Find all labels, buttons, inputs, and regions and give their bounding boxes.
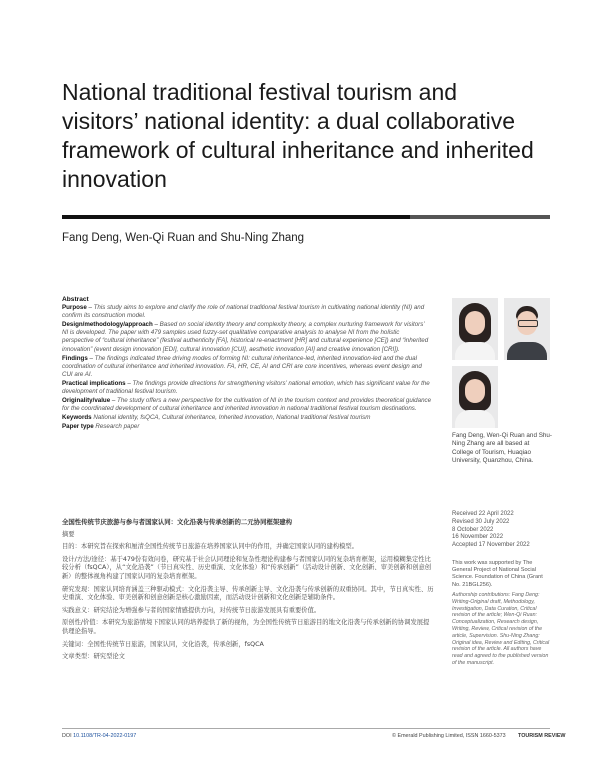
abstract-paper-type [62,423,432,431]
date-line: 8 October 2022 [452,526,494,533]
section-label: Findings [62,354,88,362]
chinese-paragraph: 研究发现：国家认同培育涵盖三种驱动模式：文化沿袭主导、传承创新主导、文化沿袭与传承创新的双重协同。其中，节日真实性、历史重演、文化体验、审美创新和创意创新是核心激励因素，而活动设计创新和文化创新是辅助条件。 [62,585,434,602]
abstract-block [62,296,432,433]
section-text: This study aims to explore and clarify the role of national traditional festival tourism in cultivating national identity (NI) and confirm its construction model. [62,304,425,320]
chinese-paragraph: 设计/方法/途径：基于479份有效问卷，研究基于社会认同理论和复杂性理论构建参与者国家认同的复杂培育框架，运用模糊集定性比较分析（fsQCA），从“文化沿袭”（节日真实性、历史重演、文化体验）和“传承创新”（活动设计创新、文化创新、审美创新和创意创新）的整体视角构建了国家认同的复杂培育框架。 [62,555,432,580]
title-rule-accent [410,215,550,219]
chinese-abstract [62,518,434,666]
section-label: Purpose [62,304,87,312]
abstract-heading: Abstract [62,296,89,303]
author-photo-wen-qi-ruan [504,298,550,360]
abstract-keywords [62,414,432,422]
chinese-title: 全国性传统节庆旅游与参与者国家认同：文化沿袭与传承创新的二元协同框架建构 [62,518,293,526]
section-label: Keywords [62,414,92,422]
section-text: Research paper [95,423,140,431]
author-contributions: Authorship contributions: Fang Deng: Writing-Original draft, Methodology, Investigation, Data Curation, Critical revision of the article; Wen-Qi Ruan: Conceptualization, Research design, Writing, Review, Critical revision of the article, Supervision. Shu-Ning Zhang: Original idea, Review and Editing, Critical revision of the article. All authors have read and agreed to the published version of the manuscript. [452,592,550,666]
date-line: 16 November 2022 [452,534,504,541]
section-text: National identity, fsQCA, Cultural inheritance, Inherited innovation, National traditional festival tourism [93,414,371,422]
doi-link[interactable]: 10.1108/TR-04-2022-0197 [73,733,137,739]
section-text: The findings provide directions for strengthening visitors’ national emotion, which has significant value for the development of traditional festival tourism. [62,379,430,396]
section-text: The study offers a new perspective for the cultivation of NI in the tourism context and provides theoretical guidance for the coordinated development of cultural inheritance and inherited innovation in national traditional festival tourism destinations. [62,397,432,413]
author-photo-fang-deng [452,298,498,360]
section-label: Originality/value [62,397,111,405]
footer-rule [62,728,550,729]
chinese-paper-type: 文章类型：研究型论文 [62,653,125,661]
author-photo-shu-ning-zhang [452,366,498,428]
abstract-design: Design/methodology/approach – Based on social identity theory and complexity theory, a complex nurturing framework for visitors’ NI is developed. The paper with 479 samples used fuzzy-set qualitative comparative analysis to analyse NI from the holistic perspective of “cultural inheritance” (festival authenticity [FA], historical re-enactment [HR] and cultural experience [CE]) and “inherited innovation” (event design innovation [EDI], cultural innovation [CUI], aesthetic innovation [AI] and creative innovation [CRI]). [62,321,429,353]
section-text: The findings indicated three driving modes of forming NI: cultural inheritance-led, inherited innovation-led and the dual coordination of cultural inheritance and inherited innovation. FA, HR, CE, AI and CRI are core incentives, whereas event design and CUI are AI. [62,354,422,378]
section-label: Paper type [62,423,94,431]
date-line: Accepted 17 November 2022 [452,542,530,549]
funding-note: This work was supported by The General Project of National Social Science. Foundation of China (Grant No. 21BGL256). [452,560,543,588]
paper-title: National traditional festival tourism and visitors’ national identity: a dual collaborative framework of cultural inheritance and inherited innovation [62,79,534,192]
abstract-implications: Practical implications – The findings provide directions for strengthening visitors’ national emotion, which has significant value for the development of traditional festival tourism. [62,379,430,396]
chinese-heading: 摘要 [62,530,75,538]
doi-prefix: DOI [62,733,72,739]
section-label: Design/methodology/approach [62,321,153,329]
chinese-keywords: 关键词：全国性传统节日旅游，国家认同，文化沿袭，传承创新，fsQCA [62,640,264,648]
abstract-originality: Originality/value – The study offers a new perspective for the cultivation of NI in the tourism context and provides theoretical guidance for the coordinated development of cultural inheritance and inherited innovation in national traditional festival tourism destinations. [62,397,432,413]
chinese-paragraph: 原创性/价值：本研究为旅游情境下国家认同的培养提供了新的视角，为全国性传统节日旅游目的地文化沿袭与传承创新的协调发展提供理论指导。 [62,619,430,635]
date-line: Revised 30 July 2022 [452,518,510,525]
author-affiliation: Fang Deng, Wen-Qi Ruan and Shu-Ning Zhang are all based at College of Tourism, Huaqiao University, Quanzhou, China. [452,432,552,465]
date-line: Received 22 April 2022 [452,511,514,517]
author-list: Fang Deng, Wen-Qi Ruan and Shu-Ning Zhang [62,232,305,244]
chinese-paragraph: 实践意义：研究结论为增强参与者的国家情感提供方向，对传统节日旅游发展具有重要价值。 [62,606,321,614]
section-text: Based on social identity theory and complexity theory, a complex nurturing framework for visitors’ NI is developed. The paper with 479 samples used fuzzy-set qualitative comparative analysis to analyse NI from the holistic perspective of “cultural inheritance” (festival authenticity [FA], historical re-enactment [HR] and cultural experience [CE]) and “inherited innovation” (event design innovation [EDI], cultural innovation [CUI], aesthetic innovation [AI] and creative innovation [CRI]). [62,321,429,353]
abstract-purpose: Purpose – This study aims to explore and clarify the role of national traditional festival tourism in cultivating national identity (NI) and confirm its construction model. [62,304,425,320]
section-label: Practical implications [62,379,126,387]
footer-doi [62,733,136,739]
footer-publisher: © Emerald Publishing Limited, ISSN 1660-5373 [392,733,506,739]
abstract-findings: Findings – The findings indicated three driving modes of forming NI: cultural inheritance-led, inherited innovation-led and the dual coordination of cultural inheritance and inherited innovation. FA, HR, CE, AI and CRI are core incentives, whereas event design and CUI are AI. [62,354,422,378]
manuscript-dates [452,511,552,550]
journal-name: TOURISM REVIEW [518,733,566,739]
chinese-paragraph: 目的：本研究旨在探索和厘清全国性传统节日旅游在培养国家认同中的作用，并确定国家认同的建构模型。 [62,543,358,551]
